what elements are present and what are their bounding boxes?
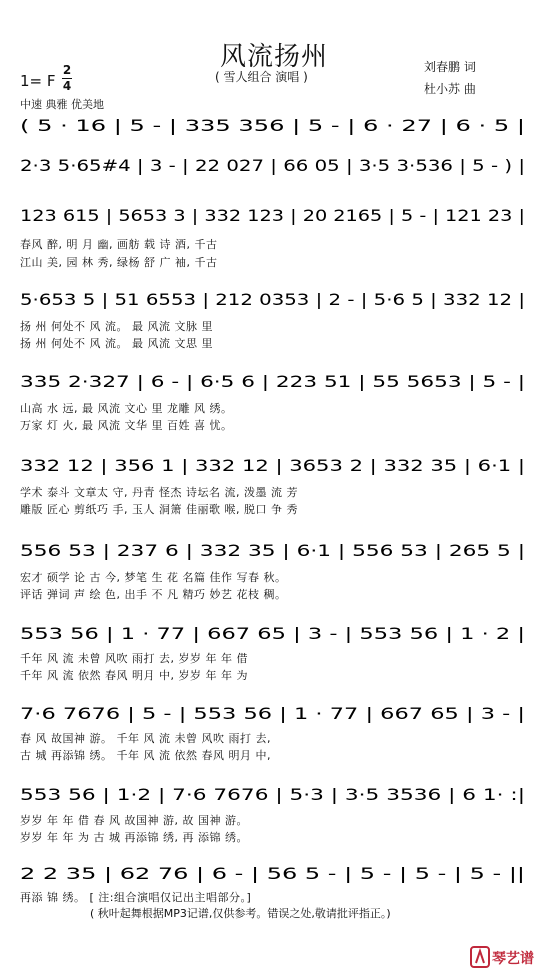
lyric-line: 学术 泰斗 文章太 守, 丹青 怪杰 诗坛名 流, 泼墨 流 芳 bbox=[20, 486, 298, 499]
composer-credit: 杜小苏 曲 bbox=[424, 82, 476, 96]
lyric-line: 岁岁 年 年 借 春 风 故国神 游, 故 国神 游。 bbox=[20, 814, 248, 827]
key-signature: 1= F bbox=[20, 72, 56, 90]
lyricist-credit: 刘春鹏 词 bbox=[424, 60, 476, 74]
logo-mark-stroke bbox=[476, 951, 484, 963]
performer-subtitle: ( 雪人组合 演唱 ) bbox=[215, 70, 308, 84]
lyric-line: 万家 灯 火, 最 风流 文华 里 百姓 喜 忧。 bbox=[20, 419, 233, 432]
music-line-1 bbox=[0, 112, 548, 136]
lyric-line: 扬 州 何处不 风 流。 最 风流 文脉 里 bbox=[20, 320, 213, 333]
lyric-line: 古 城 再添锦 绣。 千年 风 流 依然 春风 明月 中, bbox=[20, 749, 271, 762]
lyric-line: 评话 弹词 声 绘 色, 出手 不 凡 精巧 妙艺 花枝 稠。 bbox=[20, 588, 287, 601]
music-text-7: 556 53 | 237 6 | 332 35 | 6·1 | 556 53 | 265 5 | bbox=[20, 541, 525, 560]
transcriber-note: ( 秋叶起舞根据MP3记谱,仅供参考。错误之处,敬请批评指正。) bbox=[90, 907, 391, 920]
music-line-4 bbox=[0, 286, 548, 310]
site-logo bbox=[470, 943, 542, 971]
music-line-8 bbox=[0, 620, 548, 644]
music-text-6: 332 12 | 356 1 | 332 12 | 3653 2 | 332 35 | 6·1 | bbox=[20, 456, 525, 475]
logo-text: 琴艺谱 bbox=[492, 951, 534, 967]
music-text-5: 335 2·327 | 6 - | 6·5 6 | 223 51 | 55 5653 | 5 - | bbox=[20, 372, 525, 391]
music-line-2 bbox=[0, 152, 548, 176]
tempo-marking: 中速 典雅 优美地 bbox=[20, 98, 104, 111]
music-line-11 bbox=[0, 860, 548, 884]
music-line-6 bbox=[0, 452, 548, 476]
music-text-1: ( 5 · 16 | 5 - | 335 356 | 5 - | 6 · 27 | 6 · 5 | bbox=[20, 116, 525, 135]
lyric-line: 山高 水 远, 最 风流 文心 里 龙雕 风 绣。 bbox=[20, 402, 233, 415]
time-signature-top: 2 bbox=[62, 63, 72, 77]
lyric-line: 春 风 故国神 游。 千年 风 流 未曾 风吹 雨打 去, bbox=[20, 732, 271, 745]
music-line-9 bbox=[0, 700, 548, 724]
lyric-line: 春风 醉, 明 月 幽, 画舫 载 诗 酒, 千古 bbox=[20, 238, 218, 251]
music-text-9: 7·6 7676 | 5 - | 553 56 | 1 · 77 | 667 65 | 3 - | bbox=[20, 704, 525, 723]
lyric-line: 江山 美, 园 林 秀, 绿杨 舒 广 袖, 千古 bbox=[20, 256, 218, 269]
lyric-line: 雕版 匠心 剪纸巧 手, 玉人 洞箫 佳丽歌 喉, 脱口 争 秀 bbox=[20, 503, 298, 516]
lyric-line: 千年 风 流 未曾 风吹 雨打 去, 岁岁 年 年 借 bbox=[20, 652, 248, 665]
music-text-8: 553 56 | 1 · 77 | 667 65 | 3 - | 553 56 | 1 · 2 | bbox=[20, 624, 525, 643]
music-text-10: 553 56 | 1·2 | 7·6 7676 | 5·3 | 3·5 3536 | 6 1· :| bbox=[20, 785, 525, 804]
music-text-11: 2 2 35 | 62 76 | 6 - | 56 5 - | 5 - | 5 - | 5 - || bbox=[20, 864, 525, 883]
music-line-10 bbox=[0, 781, 548, 805]
music-text-4: 5·653 5 | 51 6553 | 212 0353 | 2 - | 5·6 5 | 332 12 | bbox=[20, 290, 525, 309]
music-line-7 bbox=[0, 537, 548, 561]
music-text-2: 2·3 5·65#4 | 3 - | 22 027 | 66 05 | 3·5 3·536 | 5 - ) | bbox=[20, 156, 525, 175]
lyric-line: 扬 州 何处不 风 流。 最 风流 文思 里 bbox=[20, 337, 213, 350]
time-signature-bottom: 4 bbox=[62, 79, 72, 93]
lyric-line: 再添 锦 绣。 [ 注:组合演唱仅记出主唱部分。] bbox=[20, 891, 252, 904]
music-text-3: 123 615 | 5653 3 | 332 123 | 20 2165 | 5 - | 121 23 | bbox=[20, 206, 525, 225]
lyric-line: 岁岁 年 年 为 古 城 再添锦 绣, 再 添锦 绣。 bbox=[20, 831, 248, 844]
music-line-3 bbox=[0, 202, 548, 226]
music-line-5 bbox=[0, 368, 548, 392]
song-title: 风流扬州 bbox=[219, 42, 328, 72]
lyric-line: 千年 风 流 依然 春风 明月 中, 岁岁 年 年 为 bbox=[20, 669, 248, 682]
lyric-line: 宏才 硕学 论 古 今, 梦笔 生 花 名篇 佳作 写春 秋。 bbox=[20, 571, 287, 584]
time-signature bbox=[62, 64, 72, 93]
